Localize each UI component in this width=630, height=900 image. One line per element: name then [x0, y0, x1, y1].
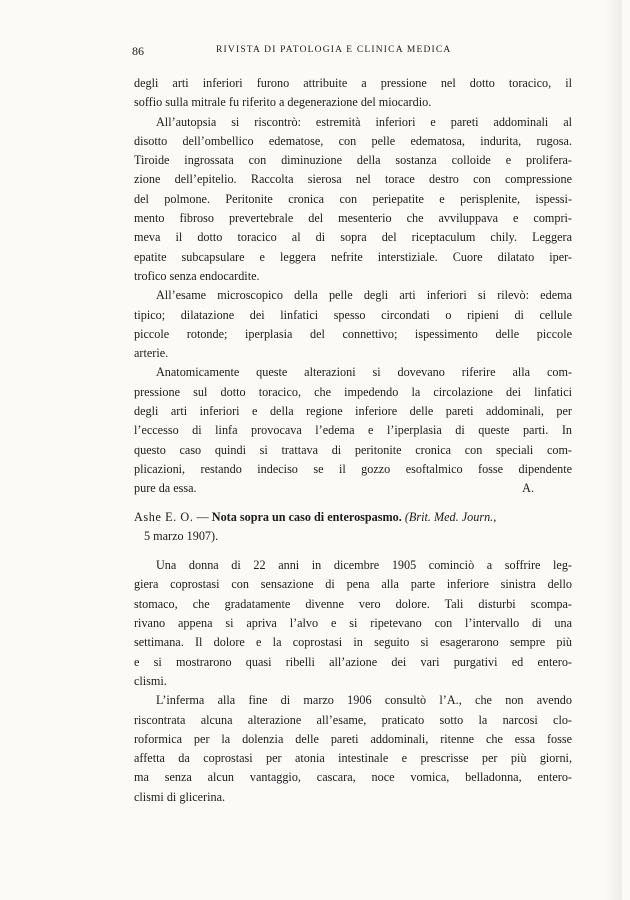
scan-shadow [604, 0, 622, 900]
entry-date: 5 marzo 1907). [144, 528, 219, 543]
text-line: meva il dotto toracico al di sopra del riceptaculum chily. Leggera [134, 230, 572, 245]
section-gap [134, 546, 572, 556]
text-line: Tiroide ingrossata con diminuzione della sostanza colloide e prolifera- [134, 153, 572, 168]
text-line: giera coprostasi con sensazione di pena alla parte inferiore sinistra dello [134, 577, 572, 592]
text-line: disotto dell’ombellico edematose, con pelle edematosa, indurita, rugosa. [134, 133, 572, 148]
text-line: mento fibroso prevertebrale del mesenterio che avviluppava e compri- [134, 211, 572, 226]
entry-title: Nota sopra un caso di enterospasmo. [211, 509, 402, 524]
text-line: settimana. Il dolore e la coprostasi in seguito si esagerarono sempre più [134, 635, 572, 650]
text-line: All’autopsia si riscontrò: estremità inferiori e pareti addominali al [156, 114, 572, 129]
text-line: zione dell’epitelio. Raccolta sierosa nel torace destro con compressione [134, 172, 572, 187]
running-title: RIVISTA DI PATOLOGIA E CLINICA MEDICA [216, 45, 452, 55]
text-line: L’inferma alla fine di marzo 1906 consultò l’A., che non avendo [156, 693, 572, 708]
text-line-content: pure da essa. [134, 481, 197, 496]
text-line: clismi di glicerina. [134, 789, 226, 804]
text-line: questo caso quindi si trattava di peritonite cronica con speciali com- [134, 442, 572, 457]
entry-separator: — [196, 509, 209, 524]
text-line: epatite subcapsulare e leggera nefrite interstiziale. Cuore dilatato iper- [134, 249, 572, 264]
text-line: riscontrata alcuna alterazione all’esame, praticato sotto la narcosi clo- [134, 712, 572, 727]
text-line: plicazioni, restando indeciso se il gozzo esoftalmico fosse dipendente [134, 461, 572, 476]
text-line [134, 479, 572, 498]
text-line: All’esame microscopico della pelle degli arti inferiori si rilevò: edema [156, 288, 572, 303]
text-line: l’eccesso di linfa provocava l’edema e l’iperplasia di queste parti. In [134, 423, 572, 438]
text-line: clismi. [134, 673, 167, 688]
page-header [132, 44, 572, 60]
text-line: trofico senza endocardite. [134, 268, 260, 283]
text-line: Una donna di 22 anni in dicembre 1905 cominciò a soffrire leg- [156, 558, 572, 573]
entry-journal: (Brit. Med. Journ., [404, 509, 497, 524]
entry-heading [134, 508, 572, 527]
reviewer-signature: A. [522, 481, 534, 496]
text-line: piccole rotonde; iperplasia del connettivo; ispessimento delle piccole [134, 326, 572, 341]
section-gap [134, 499, 572, 508]
body-text [134, 74, 572, 807]
text-line: degli arti inferiori e della regione inferiore delle pareti addominali, per [134, 404, 572, 419]
text-line: rivano appena si apriva l’alvo e si ripetevano con l’intervallo di una [134, 616, 572, 631]
text-line: e si mostrarono quasi ribelli all’azione dei vari purgativi ed entero- [134, 654, 572, 669]
text-line: roformica per la dolenzia delle pareti addominali, ritenne che essa fosse [134, 731, 572, 746]
text-line: affetta da coprostasi per atonia intestinale e prescrisse per più giorni, [134, 751, 572, 766]
text-line: pressione sul dotto toracico, che impedendo la circolazione dei linfatici [134, 384, 572, 399]
text-line: degli arti inferiori furono attribuite a pressione nel dotto toracico, il [134, 76, 572, 90]
text-line: arterie. [134, 346, 169, 361]
page-number: 86 [132, 44, 144, 58]
text-line: soffio sulla mitrale fu riferito a degenerazione del miocardio. [134, 95, 432, 110]
text-line: del polmone. Peritonite cronica con periepatite e perisplenite, ispessi- [134, 191, 572, 206]
text-line: ma senza alcun vantaggio, cascara, noce vomica, belladonna, entero- [134, 770, 572, 785]
text-line: Anatomicamente queste alterazioni si dovevano riferire alla com- [156, 365, 572, 380]
entry-author: Ashe E. O. [134, 509, 194, 524]
text-line: tipico; dilatazione dei linfatici spesso circondati o ripieni di cellule [134, 307, 572, 322]
text-line: stomaco, che gradatamente divenne vero dolore. Tali disturbi scompa- [134, 596, 572, 611]
